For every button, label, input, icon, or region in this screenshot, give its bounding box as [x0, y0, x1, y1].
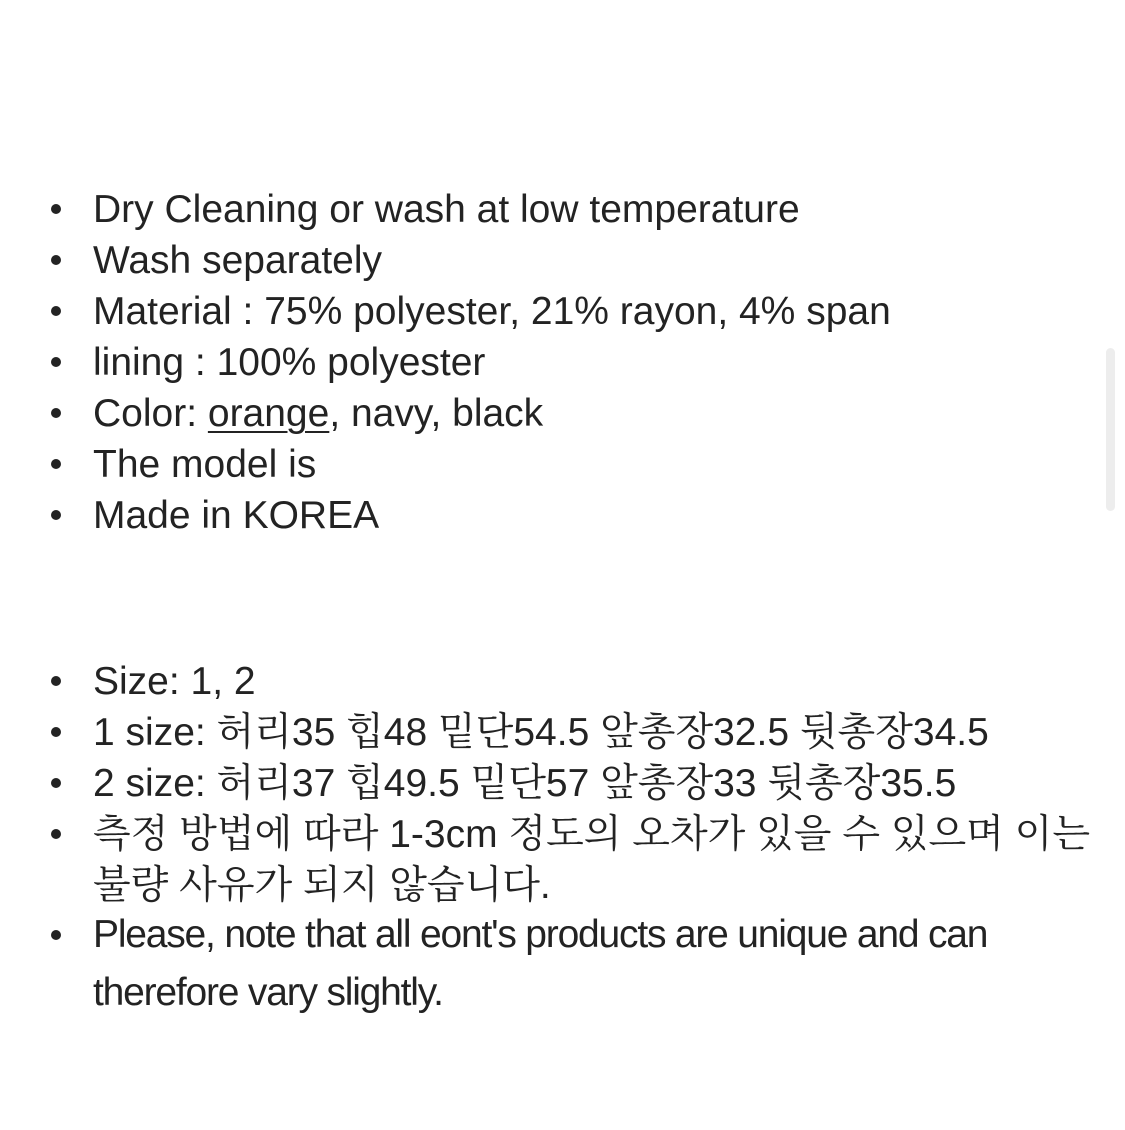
scrollbar-thumb[interactable] [1106, 348, 1115, 511]
care-item-text: Material : 75% polyester, 21% rayon, 4% span [93, 290, 891, 333]
size-info-list [0, 656, 1125, 1022]
list-item [0, 184, 1125, 235]
care-item-text: The model is [93, 443, 317, 486]
list-item-color [0, 388, 1125, 439]
underlined-orange-text: orange [207, 392, 330, 435]
list-item [0, 490, 1125, 541]
list-item [0, 758, 1125, 809]
list-item [0, 809, 1125, 911]
care-item-text: Dry Cleaning or wash at low temperature [93, 188, 800, 231]
size-item-text: 측정 방법에 따라 1-3cm 정도의 오차가 있을 수 있으며 이는 불량 사유가 되지 않습니다. [93, 813, 1091, 907]
size-item-text: Please, note that all eont's products are unique and can therefore vary slightly. [93, 913, 988, 1014]
size-item-text: Size: 1, 2 [93, 660, 256, 703]
care-info-list [0, 184, 1125, 541]
color-line-rest: , navy, black [329, 392, 544, 435]
list-item [0, 337, 1125, 388]
care-item-text: Wash separately [93, 239, 383, 282]
list-item [0, 707, 1125, 758]
size-item-text: 1 size: 허리35 힙48 밑단54.5 앞총장32.5 뒷총장34.5 [93, 711, 989, 754]
care-item-text: Made in KOREA [93, 494, 380, 537]
list-item [0, 656, 1125, 707]
size-item-text: 2 size: 허리37 힙49.5 밑단57 앞총장33 뒷총장35.5 [93, 762, 957, 805]
list-item [0, 439, 1125, 490]
color-line-prefix: Color: [93, 392, 208, 435]
list-item [0, 235, 1125, 286]
list-item [0, 906, 1125, 1022]
care-item-text: lining : 100% polyester [93, 341, 486, 384]
list-item [0, 286, 1125, 337]
